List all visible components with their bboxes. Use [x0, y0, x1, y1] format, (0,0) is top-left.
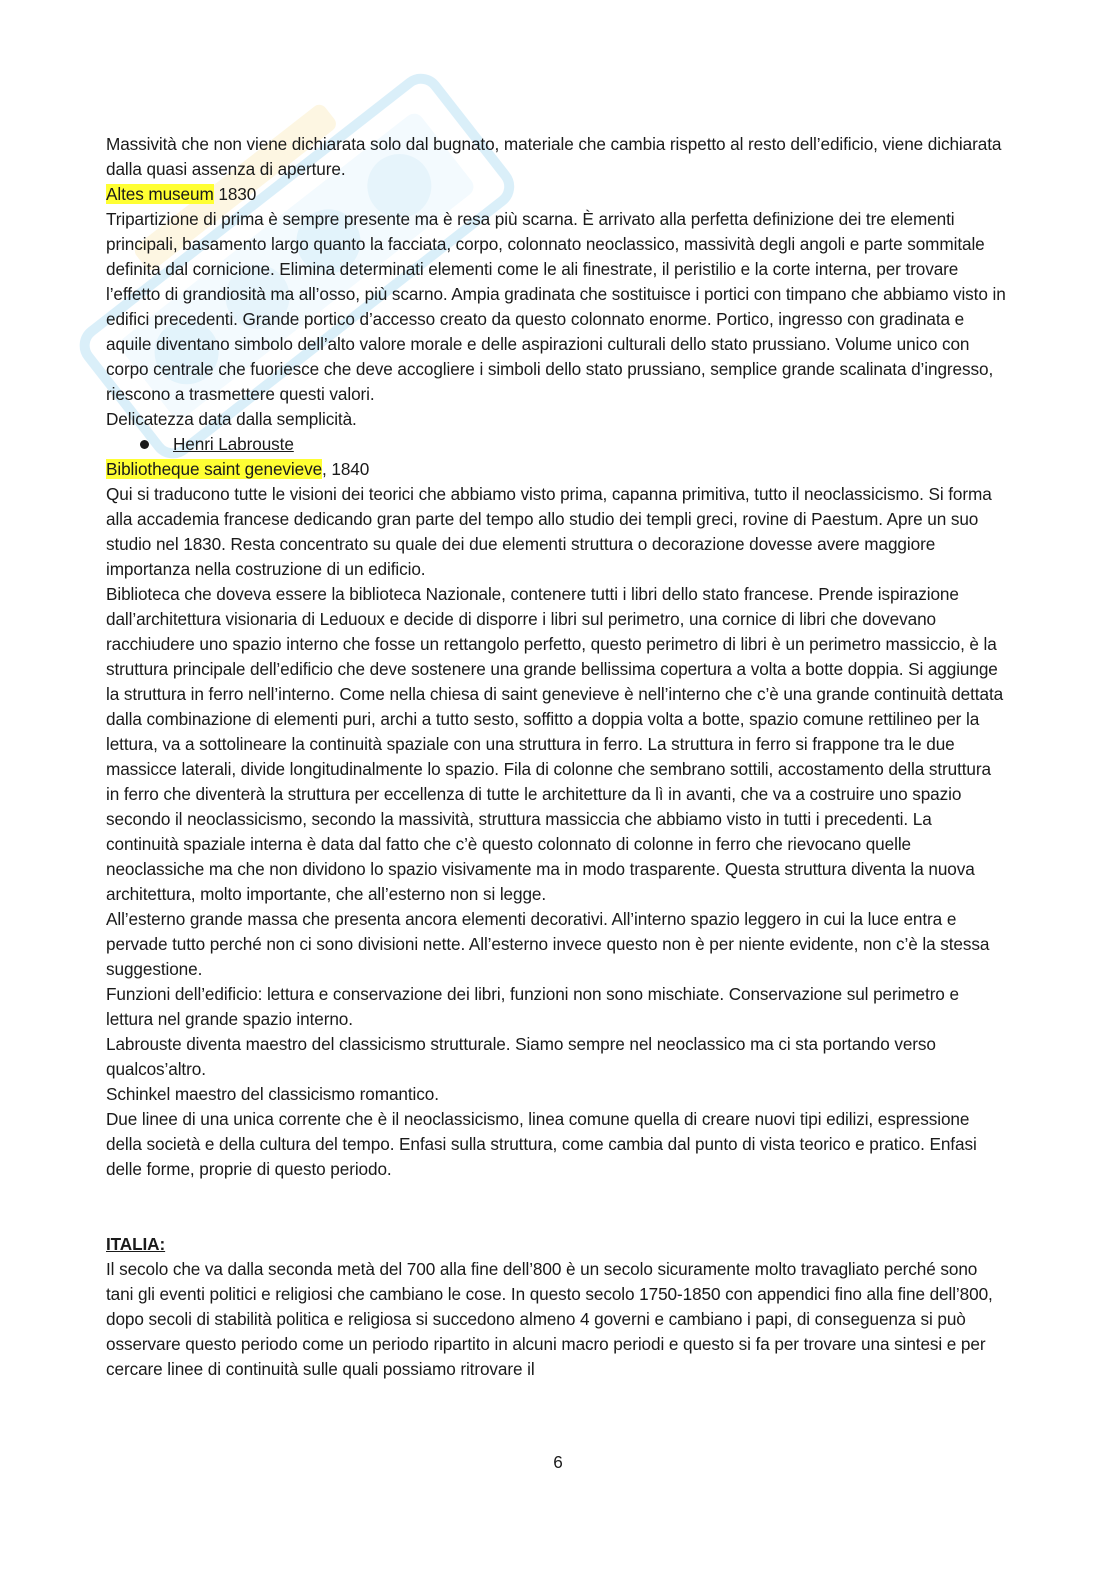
highlighted-title: Altes museum — [106, 184, 214, 204]
paragraph: Il secolo che va dalla seconda metà del 700 alla fine dell’800 è un secolo sicuramente molto travagliato perché sono tani gli eventi politici e religiosi che cambiano le cose. In questo secolo 1750-1850 con appendici fino alla fine dell’800, dopo secoli di stabilità politica e religiosa si succedono almeno 4 governi e cambiano i papi, di conseguenza si può osservare questo periodo come un periodo ripartito in alcuni macro periodi e questo si fa per trovare una sintesi e per cercare linee di continuità sulle quali possiamo ritrovare il — [106, 1259, 993, 1379]
paragraph: Qui si traducono tutte le visioni dei teorici che abbiamo visto prima, capanna primitiva, tutto il neoclassicismo. Si forma alla accademia francese dedicando gran parte del tempo allo studio dei templi greci, rovine di Paestum. Apre un suo studio nel 1830. Resta concentrato su quale dei due elementi struttura o decorazione dovesse avere maggiore importanza nella costruzione di un edificio. — [106, 484, 992, 579]
paragraph: Due linee di una unica corrente che è il neoclassicismo, linea comune quella di creare nuovi tipi edilizi, espressione della società e della cultura del tempo. Enfasi sulla struttura, come cambia dal punto di vista teorico e pratico. Enfasi delle forme, proprie di questo periodo. — [106, 1109, 977, 1179]
paragraph: All’esterno grande massa che presenta ancora elementi decorativi. All’interno spazio leggero in cui la luce entra e pervade tutto perché non ci sono divisioni nette. All’esterno invece questo non è per niente evidente, non c’è la stessa suggestione. — [106, 909, 990, 979]
page-number: 6 — [553, 1452, 563, 1472]
highlighted-title: Bibliotheque saint genevieve — [106, 459, 323, 479]
paragraph: Massività che non viene dichiarata solo dal bugnato, materiale che cambia rispetto al resto dell’edificio, viene dichiarata dalla quasi assenza di aperture. — [106, 134, 1002, 179]
paragraph: Delicatezza data dalla semplicità. — [106, 409, 357, 429]
paragraph: Schinkel maestro del classicismo romantico. — [106, 1084, 439, 1104]
paragraph: Labrouste diventa maestro del classicismo strutturale. Siamo sempre nel neoclassico ma ci sta portando verso qualcos’altro. — [106, 1034, 936, 1079]
paragraph: Biblioteca che doveva essere la biblioteca Nazionale, contenere tutti i libri dello stato francese. Prende ispirazione dall’architettura visionaria di Leduoux e decide di disporre i libri sul perimetro, una cornice di libri che dovevano racchiudere uno spazio interno che fosse un rettangolo perfetto, questo perimetro di libri è un perimetro massiccio, è la struttura principale dell’edificio che deve sostenere una grande bellissima copertura a volta a botte doppia. Si aggiunge la struttura in ferro nell’interno. Come nella chiesa di saint genevieve è nell’interno che c’è una grande continuità dettata dalla combinazione di elementi puri, archi a tutto sesto, soffitto a doppia volta a botte, spazio comune rettilineo per la lettura, va a sottolineare la continuità spaziale con una struttura in ferro. La struttura in ferro si frappone tra le due massicce laterali, divide longitudinalmente lo spazio. Fila di colonne che sembrano sottili, accostamento della struttura in ferro che diventerà la struttura per eccellenza di tutte le architetture da lì in avanti, che va a costruire uno spazio secondo il neoclassicismo, secondo la massività, struttura massiccia che abbiamo visto in tutti i precedenti. La continuità spaziale interna è data dal fatto che c’è questo colonnato di colonne in ferro che rievocano quelle neoclassiche ma che non dividono lo spazio visivamente ma in modo trasparente. Questa struttura diventa la nuova architettura, molto importante, che all’esterno non si legge. — [106, 584, 1004, 904]
document-body — [106, 132, 1006, 1382]
bullet-icon — [140, 440, 149, 449]
paragraph: Funzioni dell’edificio: lettura e conservazione dei libri, funzioni non sono mischiate. Conservazione sul perimetro e lettura nel grande spazio interno. — [106, 984, 959, 1029]
paragraph: Tripartizione di prima è sempre presente ma è resa più scarna. È arrivato alla perfetta definizione dei tre elementi principali, basamento largo quanto la facciata, corpo, colonnato neoclassico, massività degli angoli e parte sommitale definita dal cornicione. Elimina determinati elementi come le ali finestrate, il peristilio e la corte interna, per trovare l’effetto di grandiosità ma all’osso, più scarno. Ampia gradinata che sostituisce i portici con timpano che abbiamo visto in edifici precedenti. Grande portico d’accesso creato da questo colonnato enorme. Portico, ingresso con gradinata e aquile diventano simbolo dell’alto valore morale e delle aspirazioni culturali dello stato prussiano. Volume unico con corpo centrale che fuoriesce che deve accogliere i simboli dello stato prussiano, semplice grande scalinata d’ingresso, riescono a trasmettere questi valori. — [106, 209, 1006, 404]
bibliotheque-heading — [106, 457, 1006, 482]
altes-museum-heading — [106, 182, 1006, 207]
bullet-text: Henri Labrouste — [173, 434, 294, 454]
year: , 1840 — [322, 459, 370, 479]
bullet-item — [106, 432, 1006, 457]
year: 1830 — [213, 184, 257, 204]
section-title: ITALIA: — [106, 1234, 166, 1254]
